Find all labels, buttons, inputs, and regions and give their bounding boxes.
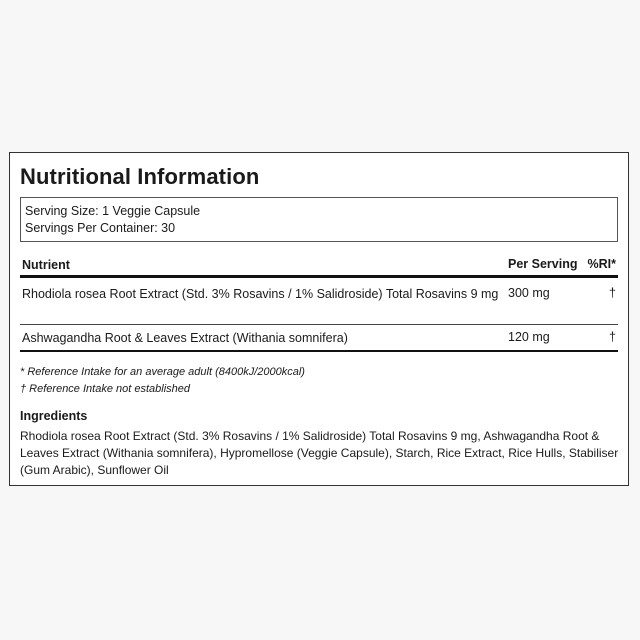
- row-ri: †: [609, 330, 616, 344]
- serving-size: Serving Size: 1 Veggie Capsule: [25, 204, 201, 218]
- header-nutrient: Nutrient: [22, 258, 70, 272]
- panel-title: Nutritional Information: [20, 164, 260, 189]
- row-per-serving: 120 mg: [508, 330, 550, 344]
- nutrient-table: [20, 253, 618, 352]
- footnotes: [20, 364, 305, 398]
- footnote-not-established: † Reference Intake not established: [20, 383, 191, 395]
- ingredients-text: Rhodiola rosea Root Extract (Std. 3% Rosavins / 1% Salidroside) Total Rosavins 9 mg, Ashwagandha Root & Leaves Extract (Withania somnifera), Hypromellose (Veggie Capsule), Starch, Rice Extract, Rice Hulls, Stabiliser (Gum Arabic), Sunflower Oil: [20, 429, 619, 477]
- footnote-reference-intake: * Reference Intake for an average adult (8400kJ/2000kcal): [20, 366, 305, 378]
- row-nutrient: Ashwagandha Root & Leaves Extract (Withania somnifera): [22, 331, 348, 345]
- nutrition-panel: [9, 152, 629, 486]
- servings-per-container: Servings Per Container: 30: [25, 221, 176, 235]
- ingredients-heading: Ingredients: [20, 409, 88, 423]
- table-header: [20, 253, 618, 278]
- header-per-serving: Per Serving: [508, 257, 578, 271]
- row-per-serving: 300 mg: [508, 286, 550, 300]
- serving-info-box: [20, 197, 618, 242]
- header-ri: %RI*: [587, 257, 616, 271]
- row-nutrient: Rhodiola rosea Root Extract (Std. 3% Rosavins / 1% Salidroside) Total Rosavins 9 mg: [22, 287, 499, 301]
- table-row: [20, 278, 618, 325]
- row-ri: †: [609, 286, 616, 300]
- table-row: [20, 325, 618, 352]
